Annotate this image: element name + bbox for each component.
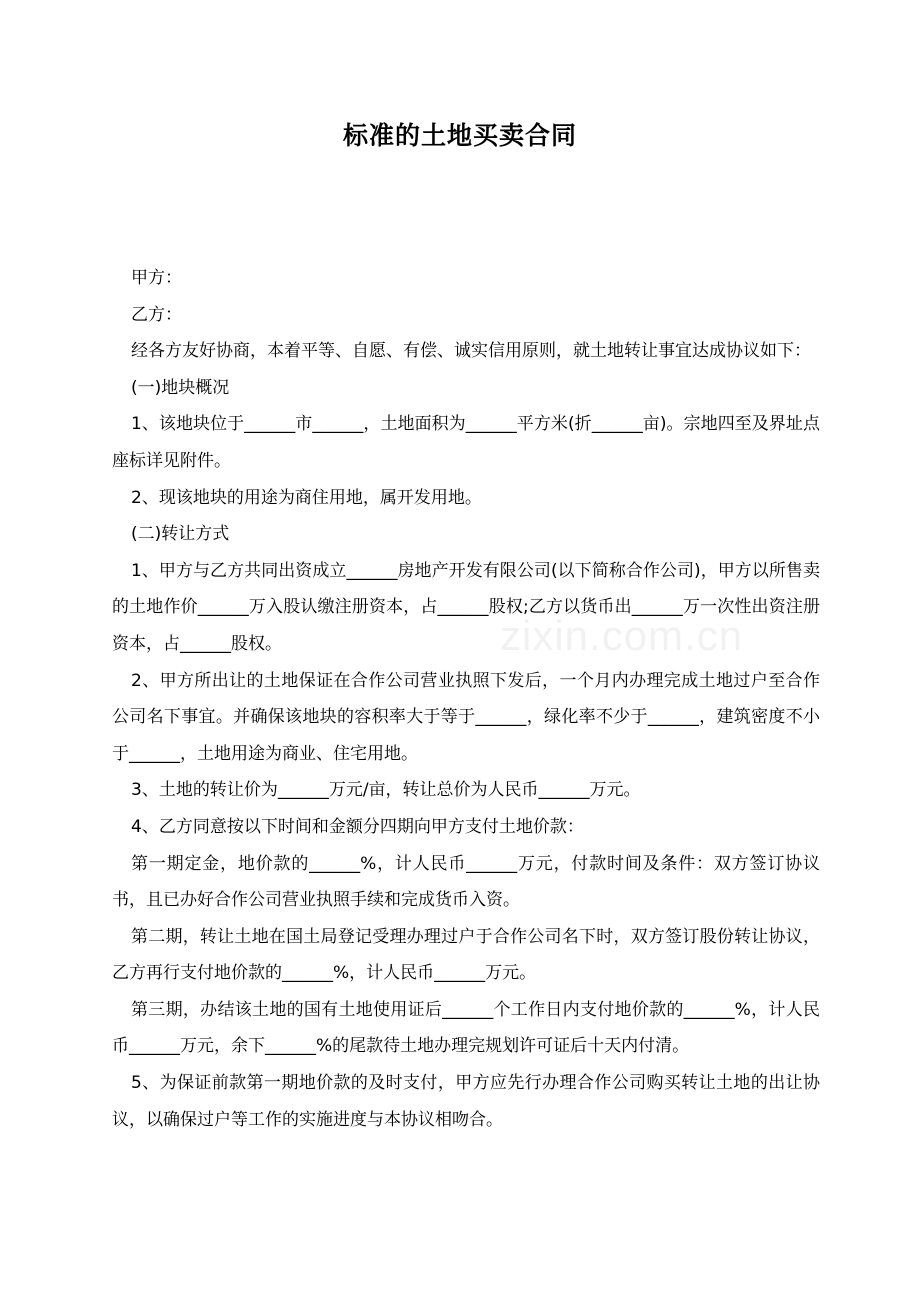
section-heading-land-overview: (一)地块概况 — [131, 377, 230, 398]
clause-payment-guarantee: 5、为保证前款第一期地价款的及时支付，甲方应先行办理合作公司购买转让土地的出让协议，以确保过户等工作的实施进度与本协议相吻合。 — [112, 1073, 820, 1130]
party-b-line: 乙方： — [131, 304, 182, 325]
party-a-line: 甲方： — [131, 268, 182, 288]
document-body — [112, 260, 820, 1138]
clause-payment-schedule: 4、乙方同意按以下时间和金额分四期向甲方支付土地价款： — [131, 816, 584, 837]
payment-phase-2: 第二期，转让土地在国土局登记受理办理过户于合作公司名下时，双方签订股份转让协议，乙方再行支付地价款的______%，计人民币______万元。 — [112, 926, 820, 984]
preamble-paragraph: 经各方友好协商，本着平等、自愿、有偿、诚实信用原则，就土地转让事宜达成协议如下： — [131, 341, 811, 362]
section-heading-transfer-method: (二)转让方式 — [131, 524, 230, 545]
document-title: 标准的土地买卖合同 — [342, 121, 577, 150]
payment-phase-1: 第一期定金，地价款的______%，计人民币______万元，付款时间及条件：双方签订协议书，且已办好合作公司营业执照手续和完成货币入资。 — [112, 853, 820, 911]
clause-joint-company: 1、甲方与乙方共同出资成立______房地产开发有限公司(以下简称合作公司)，甲方以所售卖的土地作价______万入股认缴注册资本，占______股权;乙方以货币出______万一次性出资注册资本，占______股权。 — [112, 560, 820, 654]
payment-phase-3: 第三期，办结该土地的国有土地使用证后______个工作日内支付地价款的______%，计人民币______万元，余下______%的尾款待土地办理完规划许可证后十天内付清。 — [112, 999, 820, 1057]
watermark: zixin.com.cn — [500, 612, 744, 659]
clause-transfer-price: 3、土地的转让价为______万元/亩，转让总价为人民币______万元。 — [131, 780, 641, 801]
clause-land-use: 2、现该地块的用途为商住用地，属开发用地。 — [131, 487, 482, 508]
clause-land-transfer-guarantee: 2、甲方所出让的土地保证在合作公司营业执照下发后，一个月内办理完成土地过户至合作公司名下事宜。并确保该地块的容积率大于等于______，绿化率不少于______，建筑密度不小于______，土地用途为商业、住宅用地。 — [112, 670, 820, 764]
clause-land-location: 1、该地块位于______市______，土地面积为______平方米(折______亩)。宗地四至及界址点座标详见附件。 — [112, 414, 820, 471]
